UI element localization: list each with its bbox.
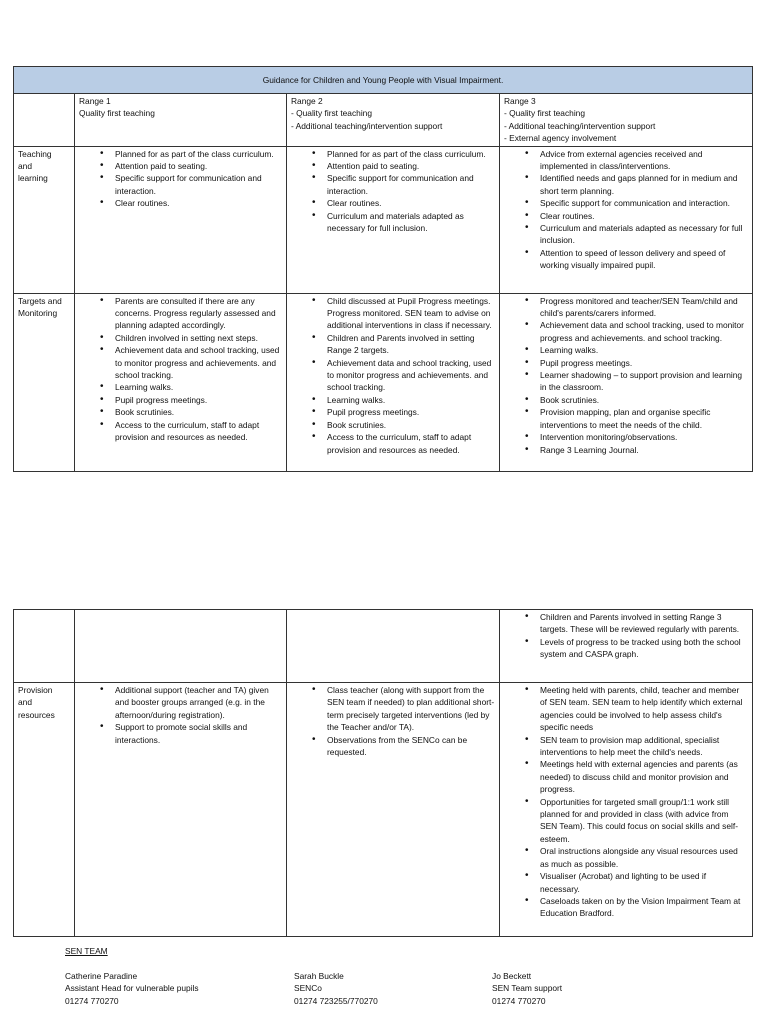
list-item: • Achievement data and school tracking, used to monitor progress and achievements. and school tracking. — [327, 357, 495, 394]
contact-3 — [492, 970, 562, 1007]
list-item: • Specific support for communication and interaction. — [115, 172, 282, 197]
list-item: • Clear routines. — [540, 210, 748, 222]
list-item: • Caseloads taken on by the Vision Impairment Team at Education Bradford. — [540, 895, 748, 920]
contact-phone: 01274 723255/770270 — [294, 995, 378, 1006]
bullet-list — [79, 684, 282, 746]
range-2-header — [287, 94, 500, 147]
list-item: • Intervention monitoring/observations. — [540, 431, 748, 443]
list-item: • Pupil progress meetings. — [540, 357, 748, 369]
row-label-line: and — [18, 697, 32, 708]
contact-2 — [294, 970, 378, 1007]
list-item: • Levels of progress to be tracked using both the school system and CASPA graph. — [540, 636, 748, 661]
list-item: • Achievement data and school tracking, used to monitor progress and achievements. and school tracking. — [115, 344, 282, 381]
continued-range-1-cell — [75, 610, 287, 683]
list-item: • Access to the curriculum, staff to adapt provision and resources as needed. — [115, 419, 282, 444]
bullet-list — [504, 295, 748, 456]
list-item: • Oral instructions alongside any visual resources used as much as possible. — [540, 845, 748, 870]
list-item: • Children involved in setting next steps. — [115, 332, 282, 344]
targets-range-3-cell — [500, 293, 753, 471]
range-3-name: Range 3 — [504, 96, 536, 106]
contact-role: Assistant Head for vulnerable pupils — [65, 983, 199, 994]
list-item: • Access to the curriculum, staff to adapt provision and resources as needed. — [327, 431, 495, 456]
list-item: • Clear routines. — [115, 197, 282, 209]
list-item: • Child discussed at Pupil Progress meetings. Progress monitored. SEN team to advise on additional interventions in class if necessary. — [327, 295, 495, 332]
list-item: • Identified needs and gaps planned for in medium and short term planning. — [540, 172, 748, 197]
row-label-line: Teaching — [18, 148, 52, 159]
list-item: • Planned for as part of the class curriculum. — [115, 148, 282, 160]
contact-role: SENCo — [294, 983, 322, 994]
sen-team-heading: SEN TEAM — [65, 946, 108, 956]
teaching-range-3-cell — [500, 146, 753, 293]
range-1-header — [75, 94, 287, 147]
bullet-list — [504, 684, 748, 920]
list-item: • Learner shadowing – to support provision and learning in the classroom. — [540, 369, 748, 394]
bullet-list — [504, 611, 748, 661]
contact-role: SEN Team support — [492, 983, 563, 994]
provision-range-3-cell — [500, 683, 753, 937]
range-3-header — [500, 94, 753, 147]
row-label-teaching — [14, 146, 75, 293]
range-2-desc-2: - Additional teaching/intervention support — [291, 120, 443, 131]
list-item: • Children and Parents involved in setting Range 3 targets. These will be reviewed regularly with parents. — [540, 611, 748, 636]
list-item: • Achievement data and school tracking, used to monitor progress and achievements. and school tracking. — [540, 319, 748, 344]
list-item: • Pupil progress meetings. — [327, 406, 495, 418]
list-item: • Class teacher (along with support from the SEN team if needed) to plan additional short-term precisely targeted interventions (led by the Teacher and/or TA). — [327, 684, 495, 734]
teaching-range-2-cell — [287, 146, 500, 293]
list-item: • Attention to speed of lesson delivery and speed of working visually impaired pupil. — [540, 247, 748, 272]
list-item: • Book scrutinies. — [115, 406, 282, 418]
range-3-desc-2: - Additional teaching/intervention support — [504, 120, 656, 131]
list-item: • Specific support for communication and interaction. — [540, 197, 748, 209]
list-item: • SEN team to provision map additional, specialist interventions to help meet the child's needs. — [540, 734, 748, 759]
guidance-table — [13, 66, 753, 472]
bullet-list — [291, 295, 495, 456]
bullet-list — [291, 148, 495, 235]
targets-range-1-cell — [75, 293, 287, 471]
list-item: • Opportunities for targeted small group/1:1 work still planned for and provided in class (with advice from SEN Team). This could focus on social skills and self-esteem. — [540, 796, 748, 846]
list-item: • Meeting held with parents, child, teacher and member of SEN team. SEN team to help identify which external agencies could be involved to help assess child's specific needs — [540, 684, 748, 734]
list-item: • Progress monitored and teacher/SEN Team/child and child's parents/carers informed. — [540, 295, 748, 320]
list-item: • Range 3 Learning Journal. — [540, 444, 748, 456]
row-label-line: resources — [18, 709, 55, 720]
range-3-desc-1: - Quality first teaching — [504, 108, 585, 119]
list-item: • Book scrutinies. — [540, 394, 748, 406]
provision-resources-row — [14, 683, 753, 937]
row-label-line: Monitoring — [18, 308, 58, 319]
bullet-list — [79, 295, 282, 444]
row-label-line: learning — [18, 173, 48, 184]
contact-1 — [65, 970, 199, 1007]
list-item: • Observations from the SENCo can be requested. — [327, 734, 495, 759]
teaching-range-1-cell — [75, 146, 287, 293]
list-item: • Additional support (teacher and TA) given and booster groups arranged (e.g. in the afternoon/during registration). — [115, 684, 282, 721]
bullet-list — [504, 148, 748, 272]
list-item: • Planned for as part of the class curriculum. — [327, 148, 495, 160]
row-label-line: Targets and — [18, 295, 62, 306]
row-label-line: and — [18, 161, 32, 172]
list-item: • Meetings held with external agencies and parents (as needed) to discuss child and monitor provision and progress. — [540, 758, 748, 795]
guidance-table-continued — [13, 609, 753, 937]
targets-range-2-cell — [287, 293, 500, 471]
list-item: • Clear routines. — [327, 197, 495, 209]
list-item: • Attention paid to seating. — [115, 160, 282, 172]
continued-row — [14, 610, 753, 683]
list-item: • Visualiser (Acrobat) and lighting to be used if necessary. — [540, 870, 748, 895]
contact-phone: 01274 770270 — [65, 995, 119, 1006]
range-header-row — [14, 94, 753, 147]
row-label-provision — [14, 683, 75, 937]
range-1-desc: Quality first teaching — [79, 108, 155, 119]
contact-name: Sarah Buckle — [294, 971, 344, 981]
range-3-desc-3: - External agency involvement — [504, 133, 617, 144]
bullet-list — [291, 684, 495, 758]
continued-label-cell — [14, 610, 75, 683]
range-1-name: Range 1 — [79, 96, 111, 106]
list-item: • Curriculum and materials adapted as necessary for full inclusion. — [540, 222, 748, 247]
bullet-list — [79, 148, 282, 210]
list-item: • Learning walks. — [115, 381, 282, 393]
empty-header-cell — [14, 94, 75, 147]
contact-name: Catherine Paradine — [65, 971, 138, 981]
contact-phone: 01274 770270 — [492, 995, 546, 1006]
list-item: • Attention paid to seating. — [327, 160, 495, 172]
list-item: • Advice from external agencies received and implemented in class/interventions. — [540, 148, 748, 173]
table-title: Guidance for Children and Young People with Visual Impairment. — [14, 67, 753, 94]
row-label-line: Provision — [18, 685, 53, 695]
contact-name: Jo Beckett — [492, 971, 532, 981]
list-item: • Learning walks. — [327, 394, 495, 406]
list-item: • Pupil progress meetings. — [115, 394, 282, 406]
range-2-name: Range 2 — [291, 96, 323, 106]
list-item: • Curriculum and materials adapted as necessary for full inclusion. — [327, 210, 495, 235]
list-item: • Provision mapping, plan and organise specific interventions to meet the needs of the child. — [540, 406, 748, 431]
list-item: • Learning walks. — [540, 344, 748, 356]
title-row — [14, 67, 753, 94]
provision-range-1-cell — [75, 683, 287, 937]
provision-range-2-cell — [287, 683, 500, 937]
range-2-desc-1: - Quality first teaching — [291, 108, 372, 119]
list-item: • Book scrutinies. — [327, 419, 495, 431]
list-item: • Support to promote social skills and interactions. — [115, 721, 282, 746]
continued-range-2-cell — [287, 610, 500, 683]
teaching-learning-row — [14, 146, 753, 293]
list-item: • Parents are consulted if there are any concerns. Progress regularly assessed and planning adapted accordingly. — [115, 295, 282, 332]
row-label-targets — [14, 293, 75, 471]
targets-monitoring-row — [14, 293, 753, 471]
continued-range-3-cell — [500, 610, 753, 683]
list-item: • Specific support for communication and interaction. — [327, 172, 495, 197]
list-item: • Children and Parents involved in setting Range 2 targets. — [327, 332, 495, 357]
